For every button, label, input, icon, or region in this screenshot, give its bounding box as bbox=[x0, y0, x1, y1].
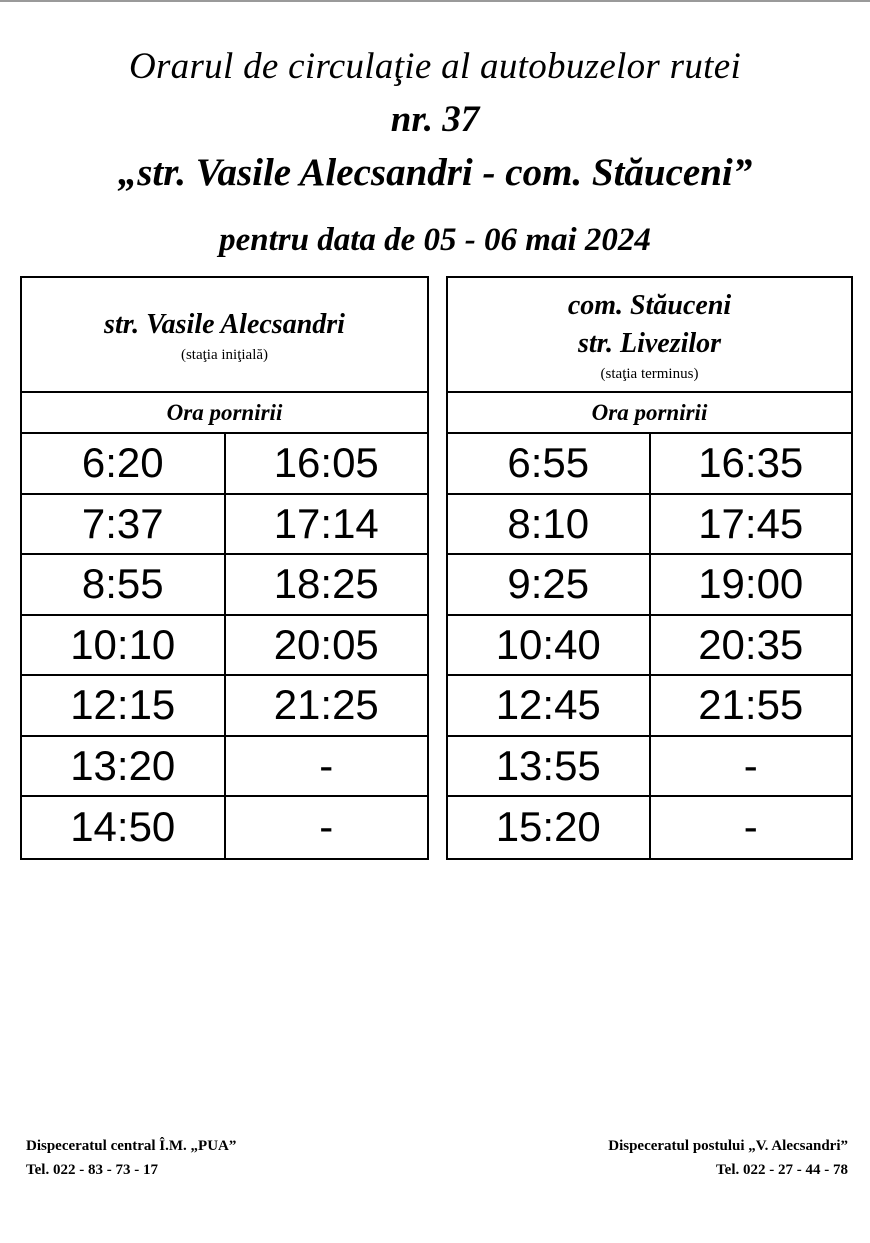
stop-street: str. Livezilor bbox=[577, 327, 722, 359]
timetable-terminus-stop bbox=[446, 276, 853, 860]
stop-note: (staţia terminus) bbox=[600, 365, 699, 382]
table-row bbox=[448, 797, 851, 858]
schedule-title: Orarul de circulaţie al autobuzelor rutei bbox=[128, 46, 742, 87]
departure-time: 6:55 bbox=[448, 434, 651, 493]
stop-name: com. Stăuceni bbox=[567, 289, 732, 321]
time-rows bbox=[448, 434, 851, 858]
departure-time: 20:05 bbox=[273, 620, 379, 668]
table-row bbox=[22, 434, 427, 495]
departure-time: 15:20 bbox=[448, 797, 651, 858]
footer-post-dispatch bbox=[608, 1134, 848, 1182]
departure-time: 17:45 bbox=[698, 499, 804, 547]
departure-time: 12:45 bbox=[448, 676, 651, 735]
table-row bbox=[22, 616, 427, 677]
top-border-line bbox=[0, 0, 870, 2]
departure-time: 21:25 bbox=[273, 681, 379, 729]
table-row bbox=[448, 616, 851, 677]
table-row bbox=[22, 555, 427, 616]
departure-time: - bbox=[319, 803, 334, 851]
departure-time: 17:14 bbox=[273, 499, 379, 547]
dispatch-name: Dispeceratul central Î.M. „PUA” bbox=[26, 1138, 237, 1154]
dispatch-phone: Tel. 022 - 27 - 44 - 78 bbox=[716, 1162, 848, 1178]
route-number: nr. 37 bbox=[390, 99, 480, 140]
departure-time: 6:20 bbox=[22, 434, 226, 493]
stop-header bbox=[448, 278, 851, 393]
departure-time: 16:35 bbox=[698, 439, 804, 487]
column-header: Ora pornirii bbox=[22, 393, 427, 434]
table-row bbox=[22, 495, 427, 556]
departure-time: 10:40 bbox=[448, 616, 651, 675]
departure-time: - bbox=[743, 803, 758, 851]
departure-time: 16:05 bbox=[273, 439, 379, 487]
departure-time: 8:10 bbox=[448, 495, 651, 554]
stop-name: str. Vasile Alecsandri bbox=[104, 308, 345, 340]
table-row bbox=[22, 676, 427, 737]
departure-time: 8:55 bbox=[22, 555, 226, 614]
departure-time: 7:37 bbox=[22, 495, 226, 554]
departure-time: 9:25 bbox=[448, 555, 651, 614]
stop-header bbox=[22, 278, 427, 393]
table-row bbox=[22, 797, 427, 858]
departure-time: 18:25 bbox=[273, 560, 379, 608]
table-row bbox=[448, 676, 851, 737]
departure-time: 20:35 bbox=[698, 620, 804, 668]
departure-time: - bbox=[743, 741, 758, 789]
column-header: Ora pornirii bbox=[448, 393, 851, 434]
table-row bbox=[448, 434, 851, 495]
departure-time: 19:00 bbox=[698, 560, 804, 608]
table-row bbox=[448, 495, 851, 556]
departure-time: 21:55 bbox=[698, 681, 804, 729]
table-row bbox=[22, 737, 427, 798]
route-name: „str. Vasile Alecsandri - com. Stăuceni” bbox=[117, 151, 753, 194]
footer-central-dispatch bbox=[26, 1134, 236, 1182]
dispatch-phone: Tel. 022 - 83 - 73 - 17 bbox=[26, 1162, 158, 1178]
departure-time: - bbox=[319, 741, 334, 789]
table-row bbox=[448, 737, 851, 798]
stop-note: (staţia iniţială) bbox=[180, 346, 269, 363]
timetable-initial-stop bbox=[20, 276, 429, 860]
departure-time: 12:15 bbox=[22, 676, 226, 735]
time-rows bbox=[22, 434, 427, 858]
departure-time: 10:10 bbox=[22, 616, 226, 675]
dispatch-name: Dispeceratul postului „V. Alecsandri” bbox=[608, 1138, 848, 1154]
schedule-date: pentru data de 05 - 06 mai 2024 bbox=[219, 222, 651, 258]
departure-time: 14:50 bbox=[22, 797, 226, 858]
departure-time: 13:55 bbox=[448, 737, 651, 796]
table-row bbox=[448, 555, 851, 616]
departure-time: 13:20 bbox=[22, 737, 226, 796]
